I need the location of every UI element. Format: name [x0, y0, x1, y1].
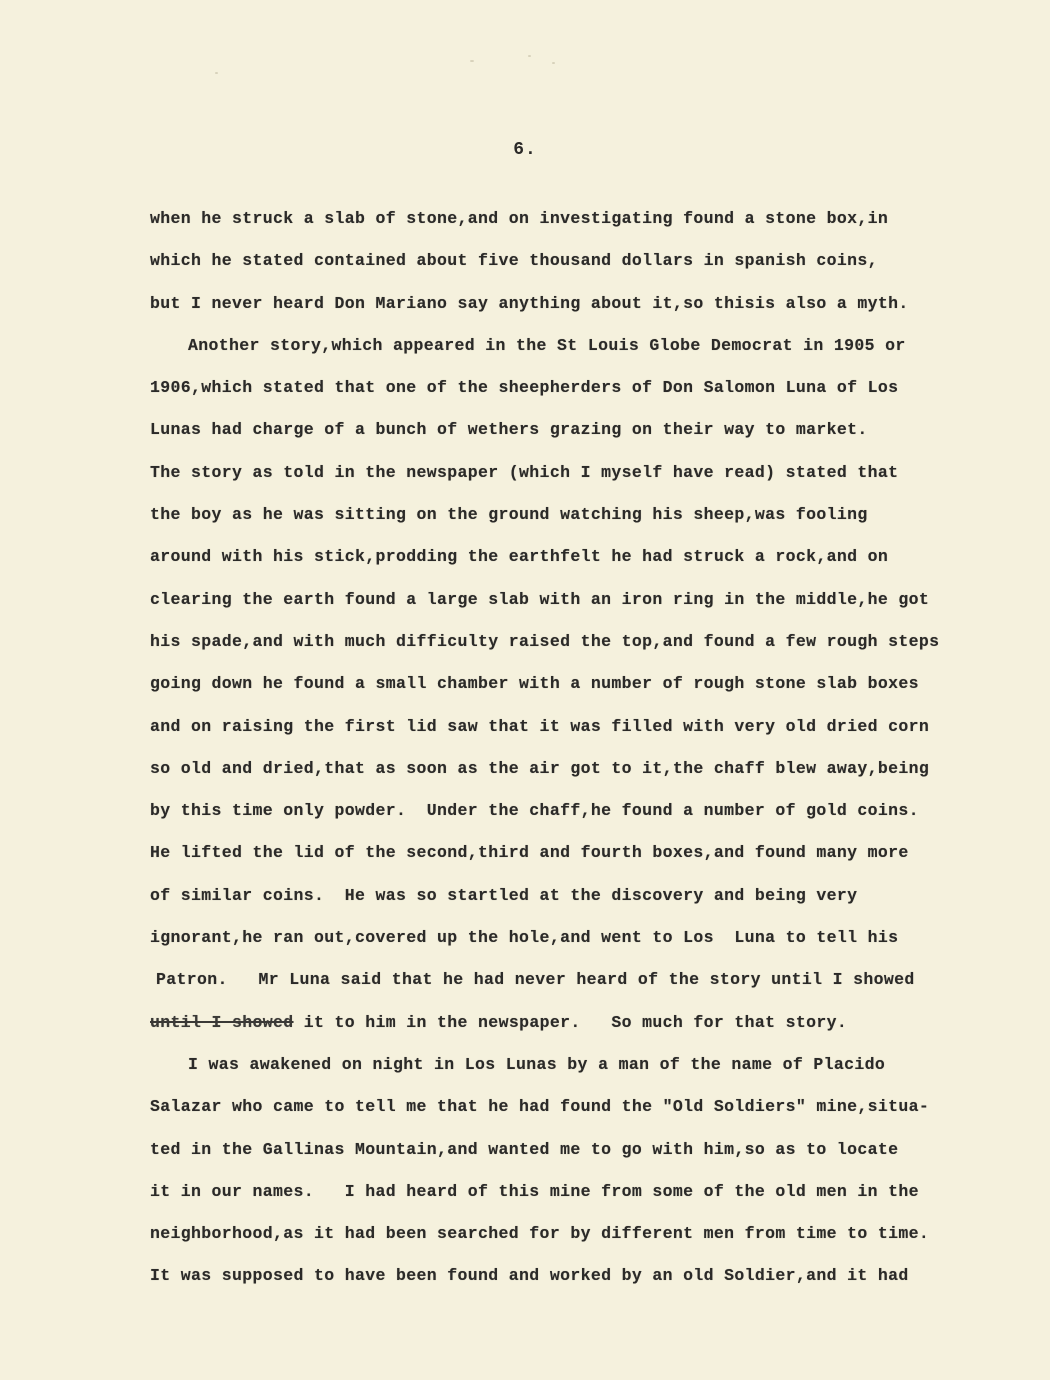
text-line: his spade,and with much difficulty raised the top,and found a few rough steps — [150, 631, 940, 651]
text-line: but I never heard Don Mariano say anything about it,so thisis also a myth. — [150, 293, 909, 313]
text-line: when he struck a slab of stone,and on investigating found a stone box,in — [150, 209, 889, 228]
paper-speck — [215, 72, 218, 74]
paper-speck — [470, 60, 474, 62]
text-line: which he stated contained about five thousand dollars in spanish coins, — [150, 251, 878, 271]
typed-body-text — [150, 198, 970, 1298]
text-line — [150, 1002, 970, 1044]
text-line: it in our names. I had heard of this mine from some of the old men in the — [150, 1181, 919, 1201]
text-line: ignorant,he ran out,covered up the hole,and went to Los Luna to tell his — [150, 928, 899, 948]
text-line: by this time only powder. Under the chaff,he found a number of gold coins. — [150, 801, 919, 821]
text-line: 1906,which stated that one of the sheepherders of Don Salomon Luna of Los — [150, 378, 899, 398]
text-line: ted in the Gallinas Mountain,and wanted me to go with him,so as to locate — [150, 1139, 899, 1159]
text-line: I was awakened on night in Los Lunas by a man of the name of Placido — [188, 1054, 886, 1074]
text-line: and on raising the first lid saw that it was filled with very old dried corn — [150, 716, 930, 736]
text-line: Lunas had charge of a bunch of wethers grazing on their way to market. — [150, 420, 868, 440]
text-line: so old and dried,that as soon as the air got to it,the chaff blew away,being — [150, 758, 930, 778]
text-line: Another story,which appeared in the St Louis Globe Democrat in 1905 or — [188, 335, 906, 355]
text-line: the boy as he was sitting on the ground watching his sheep,was fooling — [150, 505, 868, 525]
text-segment: it to him in the newspaper. So much for that story. — [293, 1012, 848, 1032]
text-line: It was supposed to have been found and worked by an old Soldier,and it had — [150, 1266, 909, 1286]
paper-speck — [528, 55, 531, 57]
text-line: clearing the earth found a large slab with an iron ring in the middle,he got — [150, 589, 930, 609]
text-line: The story as told in the newspaper (which I myself have read) stated that — [150, 462, 899, 482]
paper-speck — [552, 62, 555, 64]
text-line: of similar coins. He was so startled at the discovery and being very — [150, 885, 858, 905]
page-number: 6. — [513, 140, 537, 160]
text-line: He lifted the lid of the second,third and fourth boxes,and found many more — [150, 843, 909, 863]
text-line: Patron. Mr Luna said that he had never heard of the story until I showed — [156, 970, 915, 990]
text-line: around with his stick,prodding the earthfelt he had struck a rock,and on — [150, 547, 889, 567]
text-line: neighborhood,as it had been searched for by different men from time to time. — [150, 1224, 930, 1244]
text-line: going down he found a small chamber with a number of rough stone slab boxes — [150, 674, 919, 694]
struck-out-text: until I showed — [150, 1012, 294, 1032]
text-line: Salazar who came to tell me that he had found the "Old Soldiers" mine,situa- — [150, 1097, 930, 1117]
